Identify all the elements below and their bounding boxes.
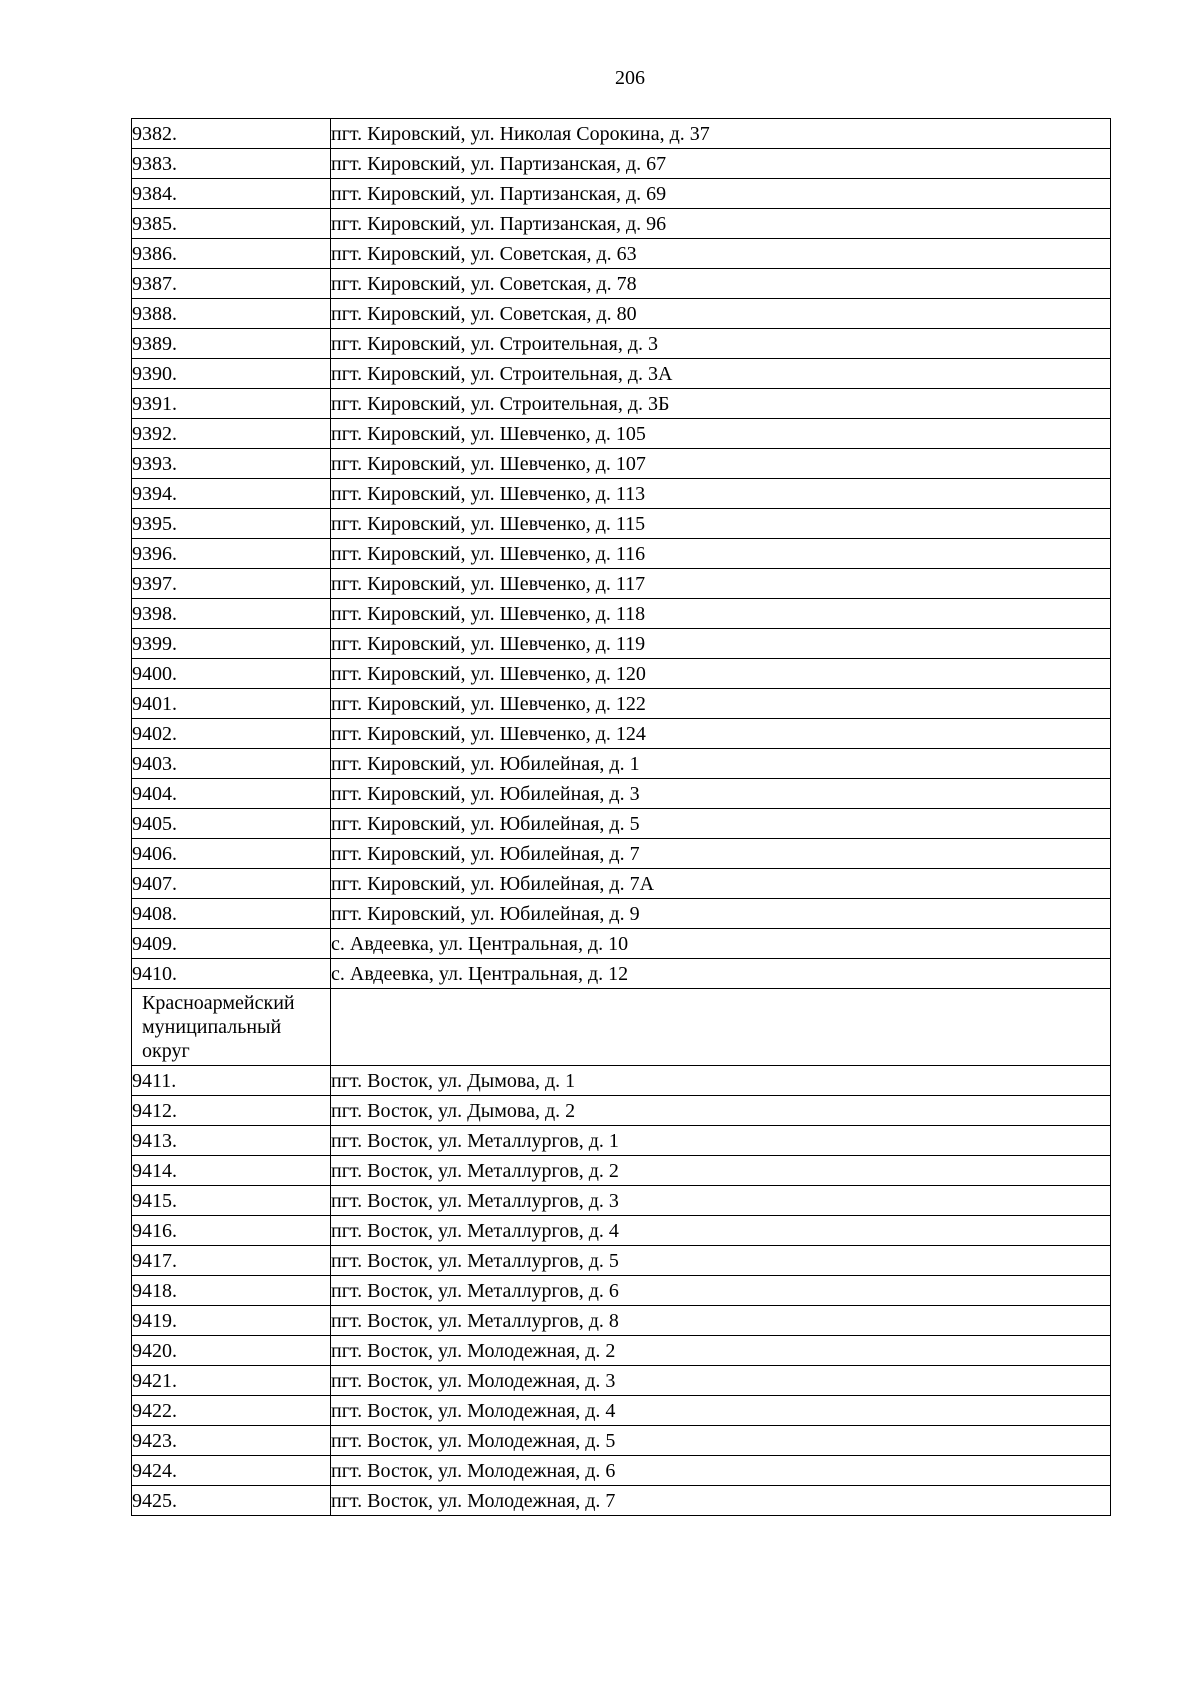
- row-number: 9415.: [132, 1186, 331, 1216]
- row-address: пгт. Восток, ул. Металлургов, д. 1: [331, 1126, 1111, 1156]
- row-number: 9420.: [132, 1336, 331, 1366]
- row-number: 9422.: [132, 1396, 331, 1426]
- row-number: 9391.: [132, 389, 331, 419]
- table-row: [132, 509, 1111, 539]
- row-address: пгт. Кировский, ул. Партизанская, д. 67: [331, 149, 1111, 179]
- table-row: [132, 1126, 1111, 1156]
- table-row: [132, 479, 1111, 509]
- section-row: [132, 989, 1111, 1066]
- row-address: пгт. Восток, ул. Металлургов, д. 3: [331, 1186, 1111, 1216]
- row-address: пгт. Кировский, ул. Шевченко, д. 107: [331, 449, 1111, 479]
- table-row: [132, 1186, 1111, 1216]
- row-number: 9407.: [132, 869, 331, 899]
- row-address: пгт. Кировский, ул. Шевченко, д. 113: [331, 479, 1111, 509]
- row-number: 9387.: [132, 269, 331, 299]
- row-address: пгт. Кировский, ул. Шевченко, д. 122: [331, 689, 1111, 719]
- row-address: пгт. Восток, ул. Молодежная, д. 2: [331, 1336, 1111, 1366]
- row-number: 9385.: [132, 209, 331, 239]
- row-number: 9410.: [132, 959, 331, 989]
- row-number: 9383.: [132, 149, 331, 179]
- row-address: пгт. Кировский, ул. Строительная, д. 3: [331, 329, 1111, 359]
- row-address: пгт. Кировский, ул. Советская, д. 78: [331, 269, 1111, 299]
- table-row: [132, 209, 1111, 239]
- row-number: 9423.: [132, 1426, 331, 1456]
- row-number: 9399.: [132, 629, 331, 659]
- row-number: 9421.: [132, 1366, 331, 1396]
- row-address: пгт. Кировский, ул. Шевченко, д. 118: [331, 599, 1111, 629]
- row-number: 9416.: [132, 1216, 331, 1246]
- address-table-body: [132, 119, 1111, 1516]
- row-address: пгт. Кировский, ул. Советская, д. 63: [331, 239, 1111, 269]
- table-row: [132, 1096, 1111, 1126]
- section-title: Красноармейский муниципальный округ: [132, 989, 331, 1066]
- table-row: [132, 719, 1111, 749]
- row-address: пгт. Кировский, ул. Шевченко, д. 120: [331, 659, 1111, 689]
- row-address: пгт. Кировский, ул. Строительная, д. 3А: [331, 359, 1111, 389]
- row-address: пгт. Кировский, ул. Шевченко, д. 119: [331, 629, 1111, 659]
- row-number: 9395.: [132, 509, 331, 539]
- row-number: 9404.: [132, 779, 331, 809]
- table-row: [132, 329, 1111, 359]
- row-number: 9396.: [132, 539, 331, 569]
- row-address: пгт. Кировский, ул. Советская, д. 80: [331, 299, 1111, 329]
- row-number: 9394.: [132, 479, 331, 509]
- table-row: [132, 1156, 1111, 1186]
- table-row: [132, 239, 1111, 269]
- row-address: пгт. Восток, ул. Молодежная, д. 7: [331, 1486, 1111, 1516]
- table-row: [132, 569, 1111, 599]
- table-row: [132, 899, 1111, 929]
- table-row: [132, 599, 1111, 629]
- section-empty-cell: [331, 989, 1111, 1066]
- table-row: [132, 1066, 1111, 1096]
- table-row: [132, 1396, 1111, 1426]
- table-row: [132, 869, 1111, 899]
- row-address: пгт. Кировский, ул. Николая Сорокина, д. 37: [331, 119, 1111, 149]
- table-row: [132, 1486, 1111, 1516]
- table-row: [132, 659, 1111, 689]
- table-row: [132, 1276, 1111, 1306]
- table-row: [132, 119, 1111, 149]
- row-number: 9382.: [132, 119, 331, 149]
- table-row: [132, 149, 1111, 179]
- row-address: пгт. Восток, ул. Металлургов, д. 6: [331, 1276, 1111, 1306]
- row-number: 9409.: [132, 929, 331, 959]
- table-row: [132, 419, 1111, 449]
- row-address: пгт. Кировский, ул. Шевченко, д. 124: [331, 719, 1111, 749]
- row-address: пгт. Восток, ул. Дымова, д. 1: [331, 1066, 1111, 1096]
- row-number: 9412.: [132, 1096, 331, 1126]
- row-address: пгт. Кировский, ул. Строительная, д. 3Б: [331, 389, 1111, 419]
- table-row: [132, 629, 1111, 659]
- row-address: пгт. Кировский, ул. Юбилейная, д. 9: [331, 899, 1111, 929]
- row-number: 9403.: [132, 749, 331, 779]
- table-row: [132, 299, 1111, 329]
- row-number: 9386.: [132, 239, 331, 269]
- row-number: 9411.: [132, 1066, 331, 1096]
- row-address: пгт. Восток, ул. Металлургов, д. 2: [331, 1156, 1111, 1186]
- row-number: 9424.: [132, 1456, 331, 1486]
- table-row: [132, 779, 1111, 809]
- row-address: пгт. Кировский, ул. Шевченко, д. 115: [331, 509, 1111, 539]
- row-address: пгт. Восток, ул. Металлургов, д. 5: [331, 1246, 1111, 1276]
- row-address: пгт. Восток, ул. Молодежная, д. 5: [331, 1426, 1111, 1456]
- table-row: [132, 1306, 1111, 1336]
- table-row: [132, 929, 1111, 959]
- row-address: пгт. Кировский, ул. Партизанская, д. 96: [331, 209, 1111, 239]
- row-number: 9419.: [132, 1306, 331, 1336]
- table-row: [132, 689, 1111, 719]
- row-number: 9418.: [132, 1276, 331, 1306]
- table-row: [132, 1336, 1111, 1366]
- table-row: [132, 539, 1111, 569]
- row-number: 9392.: [132, 419, 331, 449]
- row-address: пгт. Кировский, ул. Юбилейная, д. 1: [331, 749, 1111, 779]
- row-number: 9398.: [132, 599, 331, 629]
- row-address: пгт. Восток, ул. Молодежная, д. 4: [331, 1396, 1111, 1426]
- row-number: 9388.: [132, 299, 331, 329]
- row-number: 9389.: [132, 329, 331, 359]
- address-table: [131, 118, 1111, 1516]
- row-address: с. Авдеевка, ул. Центральная, д. 10: [331, 929, 1111, 959]
- table-row: [132, 449, 1111, 479]
- row-address: пгт. Кировский, ул. Юбилейная, д. 5: [331, 809, 1111, 839]
- row-number: 9397.: [132, 569, 331, 599]
- row-address: пгт. Кировский, ул. Юбилейная, д. 7А: [331, 869, 1111, 899]
- row-number: 9401.: [132, 689, 331, 719]
- row-address: с. Авдеевка, ул. Центральная, д. 12: [331, 959, 1111, 989]
- page-number: 206: [615, 67, 645, 89]
- row-number: 9406.: [132, 839, 331, 869]
- table-row: [132, 839, 1111, 869]
- table-row: [132, 359, 1111, 389]
- row-address: пгт. Восток, ул. Молодежная, д. 3: [331, 1366, 1111, 1396]
- row-number: 9390.: [132, 359, 331, 389]
- row-number: 9393.: [132, 449, 331, 479]
- row-address: пгт. Кировский, ул. Шевченко, д. 105: [331, 419, 1111, 449]
- row-number: 9414.: [132, 1156, 331, 1186]
- row-address: пгт. Кировский, ул. Юбилейная, д. 7: [331, 839, 1111, 869]
- table-row: [132, 1456, 1111, 1486]
- row-address: пгт. Восток, ул. Металлургов, д. 8: [331, 1306, 1111, 1336]
- row-number: 9417.: [132, 1246, 331, 1276]
- table-row: [132, 809, 1111, 839]
- row-address: пгт. Кировский, ул. Шевченко, д. 117: [331, 569, 1111, 599]
- table-row: [132, 269, 1111, 299]
- row-number: 9384.: [132, 179, 331, 209]
- table-row: [132, 959, 1111, 989]
- row-number: 9425.: [132, 1486, 331, 1516]
- row-number: 9405.: [132, 809, 331, 839]
- row-address: пгт. Кировский, ул. Шевченко, д. 116: [331, 539, 1111, 569]
- table-row: [132, 1246, 1111, 1276]
- row-address: пгт. Восток, ул. Металлургов, д. 4: [331, 1216, 1111, 1246]
- row-address: пгт. Восток, ул. Дымова, д. 2: [331, 1096, 1111, 1126]
- table-row: [132, 1426, 1111, 1456]
- row-number: 9413.: [132, 1126, 331, 1156]
- row-address: пгт. Кировский, ул. Юбилейная, д. 3: [331, 779, 1111, 809]
- row-number: 9400.: [132, 659, 331, 689]
- table-row: [132, 1216, 1111, 1246]
- row-number: 9402.: [132, 719, 331, 749]
- table-row: [132, 749, 1111, 779]
- table-row: [132, 389, 1111, 419]
- row-number: 9408.: [132, 899, 331, 929]
- table-row: [132, 179, 1111, 209]
- table-row: [132, 1366, 1111, 1396]
- row-address: пгт. Восток, ул. Молодежная, д. 6: [331, 1456, 1111, 1486]
- row-address: пгт. Кировский, ул. Партизанская, д. 69: [331, 179, 1111, 209]
